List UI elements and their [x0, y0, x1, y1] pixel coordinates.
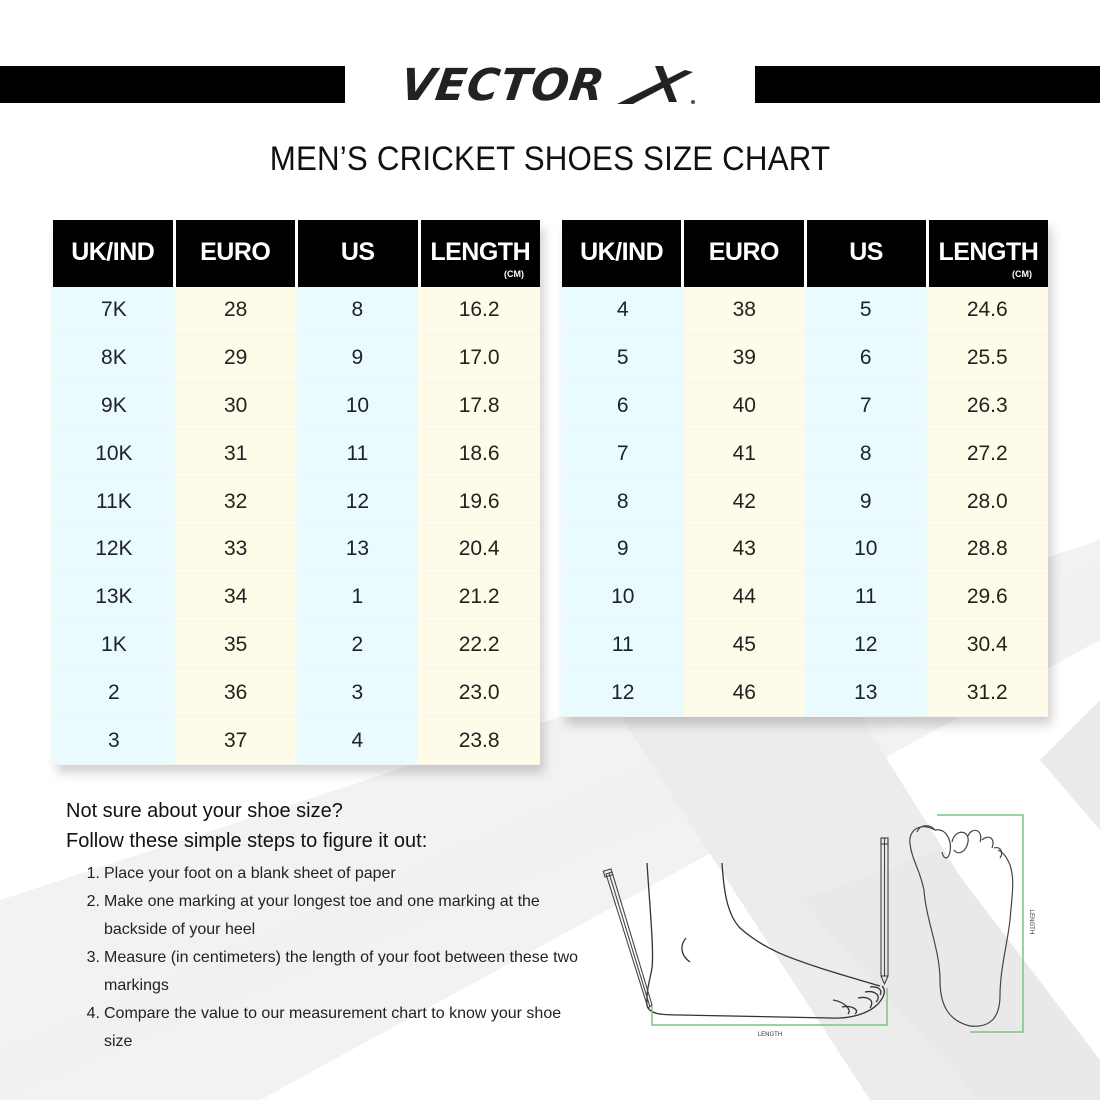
cell-euro: 33: [175, 526, 297, 574]
side-length-label: LENGTH: [757, 1032, 783, 1038]
cell-uk: 6: [562, 383, 684, 431]
cell-length: 26.3: [927, 383, 1049, 431]
table-row: [562, 669, 1048, 717]
cell-length: 18.6: [418, 430, 540, 478]
step-text: Measure (in centimeters) the length of your foot between these two markings: [104, 949, 579, 994]
column-header-us: US: [298, 220, 418, 287]
cell-us: 13: [297, 526, 419, 574]
sole-length-label: LENGTH: [1028, 909, 1034, 935]
cell-uk: 7K: [53, 287, 175, 335]
step-text: Compare the value to our measurement chart to know your shoe size: [104, 1005, 562, 1050]
cell-us: 10: [297, 383, 419, 431]
cell-uk: 10: [562, 574, 684, 622]
cell-length: 23.0: [418, 669, 540, 717]
cell-us: 12: [805, 622, 927, 670]
cell-length: 24.6: [927, 287, 1049, 335]
cell-length: 29.6: [927, 574, 1049, 622]
header-bar-right: [755, 66, 1100, 103]
logo-x-icon: [615, 62, 699, 108]
cell-euro: 28: [175, 287, 297, 335]
cell-us: 7: [805, 383, 927, 431]
column-header-uk-ind: UK/IND: [53, 220, 173, 287]
cell-euro: 38: [684, 287, 806, 335]
cell-us: 4: [297, 717, 419, 765]
pencil-icon: [881, 838, 888, 984]
cell-length: 28.8: [927, 526, 1049, 574]
size-table-4-to-12: [562, 220, 1048, 717]
table-row: [562, 574, 1048, 622]
step-item: [86, 1000, 614, 1056]
table-row: [53, 287, 540, 335]
cell-euro: 46: [684, 669, 806, 717]
table-row: [53, 383, 540, 431]
cell-length: 21.2: [418, 574, 540, 622]
cell-length: 27.2: [927, 430, 1049, 478]
cell-euro: 42: [684, 478, 806, 526]
cell-us: 8: [297, 287, 419, 335]
table-row: [562, 383, 1048, 431]
cell-uk: 9: [562, 526, 684, 574]
table-row: [562, 430, 1048, 478]
table-row: [53, 717, 540, 765]
step-item: [86, 888, 614, 944]
cell-uk: 7: [562, 430, 684, 478]
page-title: MEN’S CRICKET SHOES SIZE CHART: [269, 140, 831, 178]
table-row: [53, 478, 540, 526]
step-number: 2.: [86, 893, 100, 910]
cell-euro: 40: [684, 383, 806, 431]
cell-euro: 30: [175, 383, 297, 431]
cell-us: 5: [805, 287, 927, 335]
size-table-kids-to-3: [53, 220, 540, 765]
cell-us: 3: [297, 669, 419, 717]
cell-euro: 44: [684, 574, 806, 622]
cell-uk: 12K: [53, 526, 175, 574]
table-row: [562, 526, 1048, 574]
cell-euro: 41: [684, 430, 806, 478]
sole-footprint-icon: [910, 826, 1013, 1027]
table-header-row: [53, 220, 540, 287]
cell-uk: 3: [53, 717, 175, 765]
column-header-uk-ind: UK/IND: [562, 220, 681, 287]
cell-uk: 8K: [53, 335, 175, 383]
cell-us: 1: [297, 574, 419, 622]
unit-label: (CM): [504, 269, 524, 279]
cell-length: 17.8: [418, 383, 540, 431]
pencil-icon: [603, 869, 652, 1008]
cell-uk: 4: [562, 287, 684, 335]
table-row: [53, 526, 540, 574]
cell-euro: 37: [175, 717, 297, 765]
cell-us: 9: [297, 335, 419, 383]
steps-list: [66, 860, 614, 1056]
step-text: Place your foot on a blank sheet of paper: [104, 865, 396, 882]
step-item: [86, 860, 614, 888]
table-row: [562, 335, 1048, 383]
table-row: [562, 622, 1048, 670]
cell-length: 17.0: [418, 335, 540, 383]
cell-uk: 11K: [53, 478, 175, 526]
cell-length: 16.2: [418, 287, 540, 335]
cell-euro: 29: [175, 335, 297, 383]
table-header-row: [562, 220, 1048, 287]
cell-euro: 34: [175, 574, 297, 622]
cell-us: 12: [297, 478, 419, 526]
logo-wordmark: VECTOR: [397, 59, 609, 111]
column-header-euro: EURO: [684, 220, 803, 287]
column-header-us: US: [807, 220, 926, 287]
table-row: [53, 335, 540, 383]
column-header-length: LENGTH (CM): [421, 220, 541, 287]
table-body: [562, 287, 1048, 717]
column-header-length: LENGTH (CM): [929, 220, 1048, 287]
step-number: 3.: [86, 949, 100, 966]
length-bracket: [652, 988, 887, 1025]
brand-logo: [380, 60, 720, 110]
cell-us: 11: [805, 574, 927, 622]
header-bar-left: [0, 66, 345, 103]
cell-us: 2: [297, 622, 419, 670]
cell-length: 22.2: [418, 622, 540, 670]
cell-us: 10: [805, 526, 927, 574]
step-item: [86, 944, 614, 1000]
cell-uk: 9K: [53, 383, 175, 431]
cell-length: 19.6: [418, 478, 540, 526]
measuring-instructions: [66, 796, 614, 1056]
table-row: [53, 430, 540, 478]
cell-length: 28.0: [927, 478, 1049, 526]
table-row: [53, 574, 540, 622]
cell-uk: 10K: [53, 430, 175, 478]
cell-us: 8: [805, 430, 927, 478]
table-body: [53, 287, 540, 765]
cell-euro: 31: [175, 430, 297, 478]
cell-uk: 12: [562, 669, 684, 717]
table-row: [562, 287, 1048, 335]
table-row: [562, 478, 1048, 526]
cell-length: 23.8: [418, 717, 540, 765]
cell-euro: 32: [175, 478, 297, 526]
step-number: 4.: [86, 1005, 100, 1022]
cell-uk: 1K: [53, 622, 175, 670]
cell-us: 13: [805, 669, 927, 717]
cell-length: 31.2: [927, 669, 1049, 717]
cell-us: 9: [805, 478, 927, 526]
cell-us: 11: [297, 430, 419, 478]
cell-euro: 36: [175, 669, 297, 717]
cell-length: 20.4: [418, 526, 540, 574]
table-row: [53, 669, 540, 717]
cell-euro: 39: [684, 335, 806, 383]
side-foot-icon: [647, 863, 884, 1018]
cell-uk: 11: [562, 622, 684, 670]
cell-euro: 45: [684, 622, 806, 670]
cell-length: 25.5: [927, 335, 1049, 383]
cell-uk: 13K: [53, 574, 175, 622]
cell-uk: 8: [562, 478, 684, 526]
cell-euro: 43: [684, 526, 806, 574]
cell-euro: 35: [175, 622, 297, 670]
cell-uk: 2: [53, 669, 175, 717]
step-number: 1.: [86, 865, 100, 882]
column-header-euro: EURO: [176, 220, 296, 287]
step-text: Make one marking at your longest toe and one marking at the backside of your heel: [104, 893, 540, 938]
unit-label: (CM): [1012, 269, 1032, 279]
cell-length: 30.4: [927, 622, 1049, 670]
cell-us: 6: [805, 335, 927, 383]
foot-measurement-illustration: [590, 800, 1100, 1060]
instructions-heading-1: Not sure about your shoe size?: [66, 800, 343, 822]
table-row: [53, 622, 540, 670]
cell-uk: 5: [562, 335, 684, 383]
instructions-heading-2: Follow these simple steps to figure it out:: [66, 830, 428, 852]
